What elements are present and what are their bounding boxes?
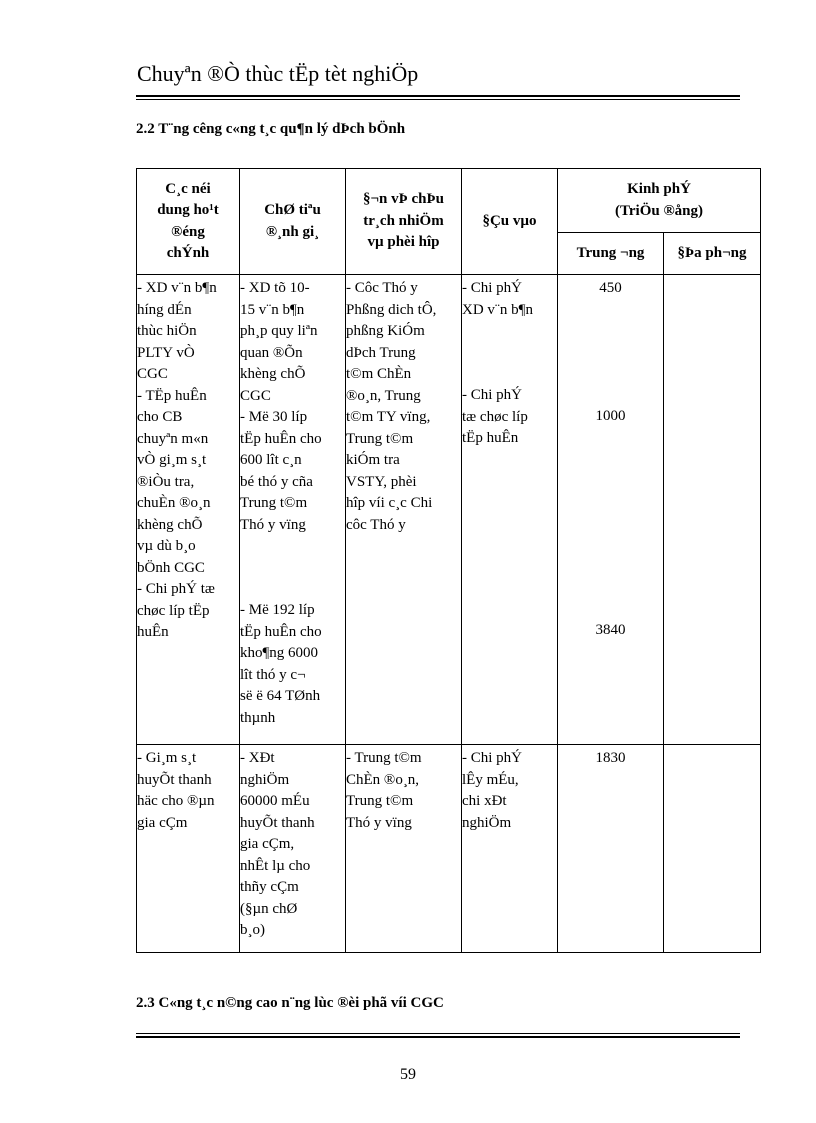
header-main-activities: C¸c néi dung ho¹t ®éng chÝnh: [137, 169, 240, 275]
row2-inputs: - Chi phÝ lÊy mÉu, chi xÐt nghiÖm: [462, 745, 558, 953]
row2-responsible-units: - Trung t©m ChÈn ®o¸n, Trung t©m Thó y vïng: [346, 745, 462, 953]
header-rule-thick: [136, 95, 740, 97]
header-rule-thin: [136, 99, 740, 100]
value-1000: 1000: [595, 407, 626, 424]
header-central: Trung ¬ng: [558, 233, 664, 275]
header-funding: Kinh phÝ (TriÖu ®ång): [558, 169, 761, 233]
value-450: 450: [599, 280, 622, 296]
row1-central-funding: [558, 275, 664, 745]
activities-table: [136, 168, 761, 953]
table-row: [137, 745, 761, 953]
footer-rule-thick: [136, 1036, 740, 1038]
section-heading-2-2: 2.2 T¨ng cêng c«ng t¸c qu¶n lý dÞch bÖnh: [136, 121, 406, 137]
row1-responsible-units: - Côc Thó y Phßng dich tÔ, phßng KiÓm dÞch Trung t©m ChÈn ®o¸n, Trung t©m TY vïng, Trung t©m kiÓm tra VSTY, phèi hîp víi c¸c Chi côc Thó y: [346, 275, 462, 745]
row2-indicators: - XÐt nghiÖm 60000 mÉu huyÕt thanh gia cÇm, nhÊt lµ cho thñy cÇm (§µn chØ b¸o): [240, 745, 346, 953]
header-inputs: §Çu vµo: [462, 169, 558, 275]
footer-rule-thin: [136, 1033, 740, 1034]
page-number: 59: [400, 1066, 416, 1083]
table-row: [137, 275, 761, 745]
section-heading-2-3: 2.3 C«ng t¸c n©ng cao n¨ng lùc ®èi phã víi CGC: [136, 995, 444, 1011]
row2-activities: - Gi¸m s¸t huyÕt thanh häc cho ®µn gia cÇm: [137, 745, 240, 953]
row2-local-funding: [664, 745, 761, 953]
row2-central-funding: [558, 745, 664, 953]
row1-inputs: - Chi phÝ XD v¨n b¶n - Chi phÝ tæ chøc líp tËp huÊn: [462, 275, 558, 745]
row1-local-funding: [664, 275, 761, 745]
header-responsible-units: §¬n vÞ chÞu tr¸ch nhiÖm vµ phèi hîp: [346, 169, 462, 275]
row1-activities: - XD v¨n b¶n híng dÉn thùc hiÖn PLTY vÒ CGC - TËp huÊn cho CB chuyªn m«n vÒ gi¸m s¸t ®iÒu tra, chuÈn ®o¸n khèng chÕ vµ dù b¸o bÖnh CGC - Chi phÝ tæ chøc líp tËp huÊn: [137, 275, 240, 745]
row1-indicators: - XD tõ 10- 15 v¨n b¶n ph¸p quy liªn quan ®Õn khèng chÕ CGC - Më 30 líp tËp huÊn cho 600 lît c¸n bé thó y cña Trung t©m Thó y vïng - Më 192 líp tËp huÊn cho kho¶ng 6000 lît thó y c¬ së ë 64 TØnh thµnh: [240, 275, 346, 745]
page-header-title: Chuyªn ®Ò thùc tËp tèt nghiÖp: [137, 61, 419, 86]
header-indicators: ChØ tiªu ®¸nh gi¸: [240, 169, 346, 275]
header-local: §Þa ph¬ng: [664, 233, 761, 275]
value-1830: 1830: [595, 750, 626, 766]
value-3840: 3840: [595, 622, 626, 638]
